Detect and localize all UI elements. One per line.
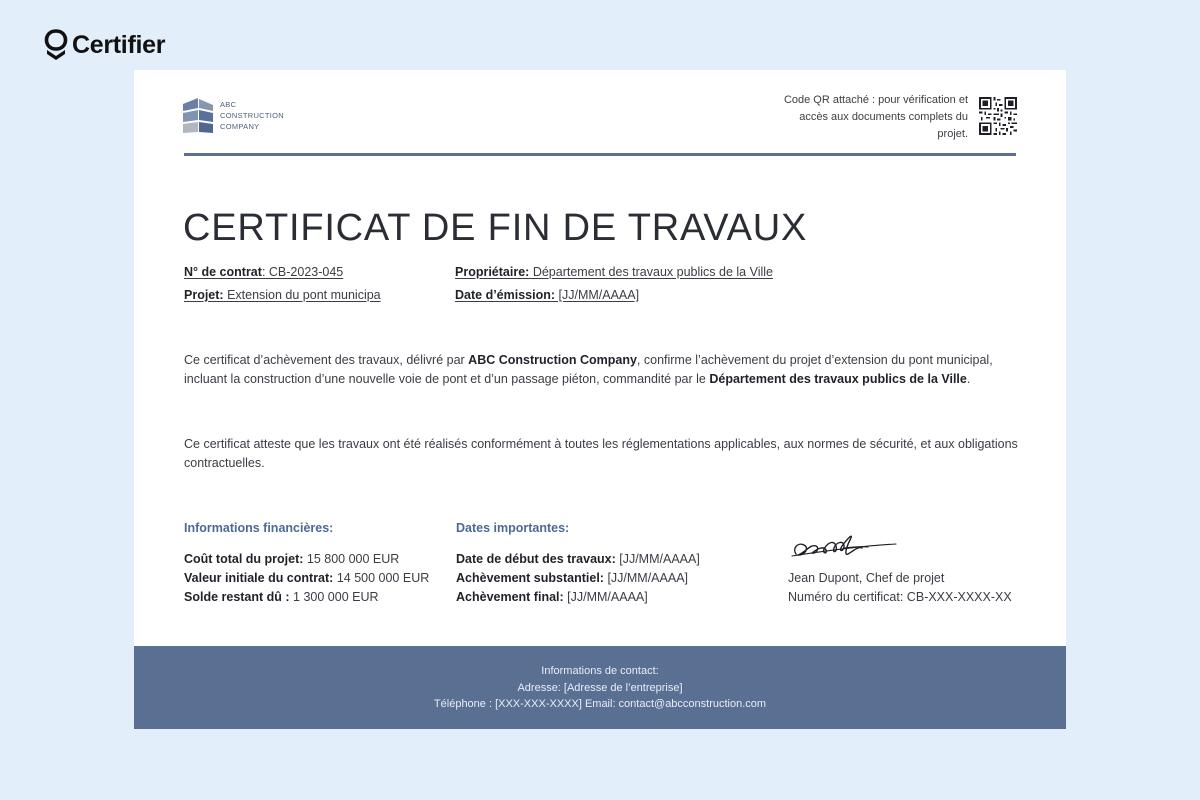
building-logo-icon (183, 96, 214, 134)
footer-heading: Informations de contact: (541, 665, 659, 677)
financial-heading: Informations financières: (184, 521, 334, 535)
date-item: Achèvement substantiel: [JJ/MM/AAAA] (456, 571, 689, 585)
certificate-title: CERTIFICAT DE FIN DE TRAVAUX (183, 207, 808, 250)
certificate-card (134, 70, 1066, 729)
company-name: ABC CONSTRUCTION COMPANY (220, 99, 285, 131)
financial-item: Valeur initiale du contrat: 14 500 000 EUR (184, 571, 430, 585)
contract-meta (184, 261, 381, 307)
dates-heading: Dates importantes: (456, 521, 570, 535)
signer-name: Jean Dupont, Chef de projet (788, 571, 945, 585)
header-divider (184, 153, 1016, 156)
footer-contact: Téléphone : [XXX-XXX-XXXX] Email: contact@abcconstruction.com (433, 698, 767, 710)
contact-footer (134, 646, 1066, 729)
signature-icon (788, 528, 900, 564)
company-logo (183, 96, 284, 134)
date-item: Achèvement final: [JJ/MM/AAAA] (456, 590, 648, 604)
owner-meta (455, 261, 773, 307)
brand-name: Certifier (72, 30, 166, 59)
financial-item: Solde restant dû : 1 300 000 EUR (184, 590, 379, 604)
project-name: Projet: Extension du pont municipa (184, 288, 381, 302)
certifier-brand (44, 29, 165, 61)
footer-address: Adresse: [Adresse de l’entreprise] (517, 681, 683, 694)
completion-paragraph: Ce certificat d’achèvement des travaux, délivré par ABC Construction Company, confirme l’achèvement du projet d’extension du pont municipal, incluant la construction d’une nouvelle voie de pont et d’un passage piéton, commandité par le Département des travaux publics de la Ville. (184, 353, 993, 386)
date-item: Date de début des travaux: [JJ/MM/AAAA] (456, 552, 700, 566)
issue-date: Date d’émission: [JJ/MM/AAAA] (455, 288, 640, 302)
owner: Propriétaire: Département des travaux publics de la Ville (455, 265, 773, 279)
financial-item: Coût total du projet: 15 800 000 EUR (184, 552, 400, 566)
qr-note: Code QR attaché : pour vérification et accès aux documents complets du projet. (783, 94, 968, 140)
certificate-number: Numéro du certificat: CB-XXX-XXXX-XX (788, 590, 1012, 604)
compliance-paragraph: Ce certificat atteste que les travaux ont été réalisés conformément à toutes les réglementations applicables, aux normes de sécurité, et aux obligations contractuelles. (184, 437, 1018, 470)
important-dates (456, 519, 700, 607)
contract-number: N° de contrat: CB-2023-045 (184, 265, 344, 279)
signer-block (788, 569, 1012, 607)
certifier-logo-icon (44, 29, 68, 61)
qr-code-icon (979, 97, 1017, 135)
financial-info (184, 519, 429, 607)
